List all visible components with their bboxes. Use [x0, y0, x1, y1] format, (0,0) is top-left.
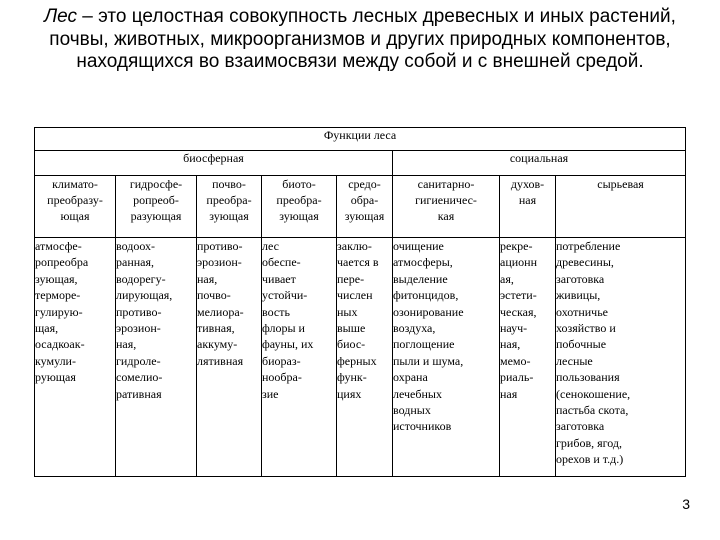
group-social: социальная	[393, 151, 686, 176]
column-header: гидросфе- ропреоб- разующая	[116, 176, 197, 238]
table-group-row	[35, 151, 686, 176]
table-row	[35, 238, 686, 477]
column-header: духов- ная	[500, 176, 556, 238]
column-header: санитарно- гигиеничес- кая	[393, 176, 500, 238]
forest-functions-table	[34, 127, 686, 477]
definition-text: – это целостная совокупность лесных древесных и иных растений, почвы, животных, микроорганизмов и других природных компонентов, находящихся во взаимосвязи между собой и с внешней средой.	[49, 6, 676, 72]
group-biospheric: биосферная	[35, 151, 393, 176]
table-cell: противо- эрозион- ная, почво- мелиора- тивная, аккуму- лятивная	[197, 238, 262, 477]
definition-heading	[28, 6, 692, 74]
column-header: почво- преобра- зующая	[197, 176, 262, 238]
table-header-row	[35, 176, 686, 238]
page-number: 3	[682, 496, 690, 512]
column-header: климато- преобразу- ющая	[35, 176, 116, 238]
table-cell: рекре- ационн ая, эстети- ческая, науч- ная, мемо- риаль- ная	[500, 238, 556, 477]
definition-term: Лес	[44, 6, 78, 27]
column-header: биото- преобра- зующая	[262, 176, 337, 238]
table-cell: заклю- чается в пере- числен ных выше биос- ферных функ- циях	[337, 238, 393, 477]
table-cell: водоох- ранная, водорегу- лирующая, противо- эрозион- ная, гидроле- сомелио- ративная	[116, 238, 197, 477]
table-cell: потребление древесины, заготовка живицы, охотничье хозяйство и побочные лесные пользования (сенокошение, пастьба скота, заготовка грибов, ягод, орехов и т.д.)	[556, 238, 686, 477]
column-header: средо- обра- зующая	[337, 176, 393, 238]
column-header: сырьевая	[556, 176, 686, 238]
table-title-row	[35, 128, 686, 151]
table-cell: лес обеспе- чивает устойчи- вость флоры и фауны, их биораз- нообра- зие	[262, 238, 337, 477]
table-cell: очищение атмосферы, выделение фитонцидов, озонирование воздуха, поглощение пыли и шума, охрана лечебных водных источников	[393, 238, 500, 477]
table-title: Функции леса	[35, 128, 686, 151]
table-cell: атмосфе- ропреобра зующая, терморе- гулирую- щая, осадкоак- кумули- рующая	[35, 238, 116, 477]
